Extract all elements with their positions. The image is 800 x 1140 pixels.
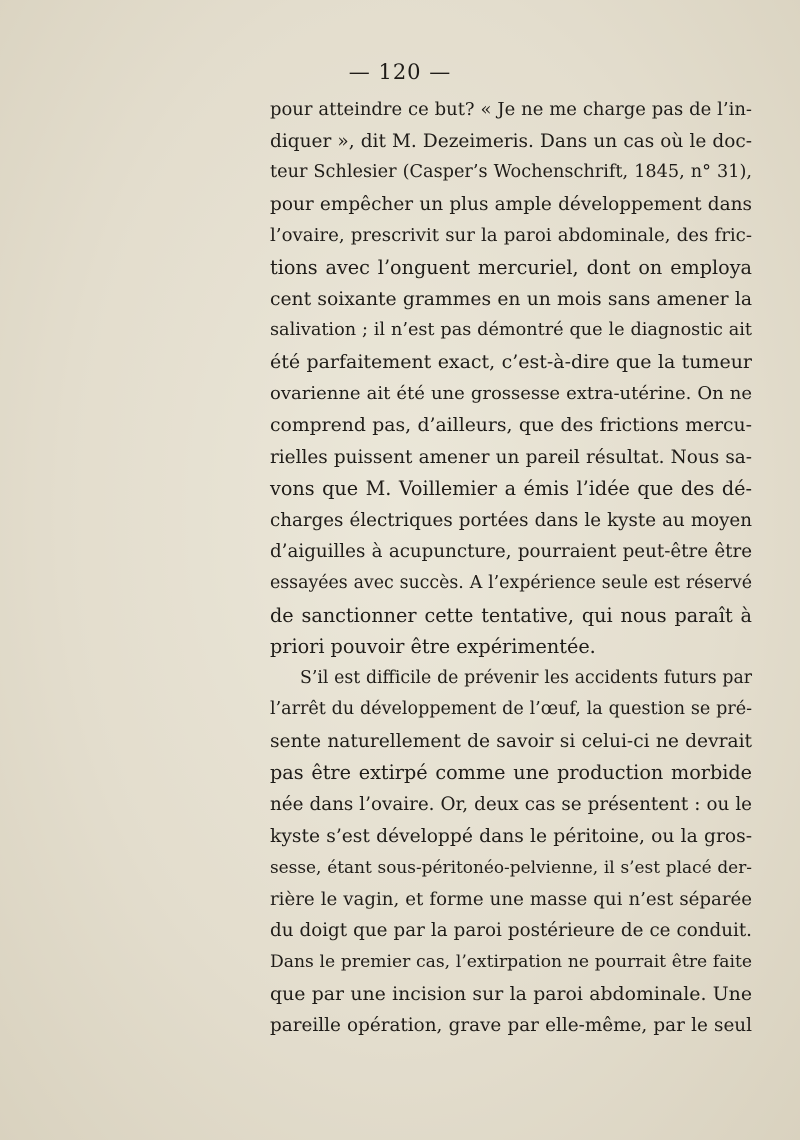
text-line: pas être extirpé comme une production morbide	[270, 761, 752, 785]
text-line: cent soixante grammes en un mois sans amener la	[270, 288, 752, 310]
text-line: d’aiguilles à acupuncture, pourraient peut-être être	[270, 541, 752, 563]
text-line: teur Schlesier (Casper’s Wochenschrift, 1845, n° 31),	[270, 162, 752, 183]
text-line: comprend pas, d’ailleurs, que des frictions mercu-	[270, 414, 752, 436]
text-line: Dans le premier cas, l’extirpation ne pourrait être faite	[270, 952, 752, 973]
text-line: tions avec l’onguent mercuriel, dont on employa	[270, 255, 752, 279]
text-line: pareille opération, grave par elle-même, par le seul	[270, 1015, 752, 1037]
page-number: — 120 —	[348, 60, 452, 84]
text-line: sente naturellement de savoir si celui-ci ne devrait	[270, 730, 752, 752]
text-line: été parfaitement exact, c’est-à-dire que la tumeur	[270, 350, 752, 373]
text-line: diquer », dit M. Dezeimeris. Dans un cas où le doc-	[270, 130, 752, 152]
text-line: du doigt que par la paroi postérieure de ce conduit.	[270, 920, 752, 942]
text-line: l’arrêt du développement de l’œuf, la question se pré-	[270, 699, 752, 720]
text-line: salivation ; il n’est pas démontré que le diagnostic ait	[270, 320, 752, 341]
text-line: charges électriques portées dans le kyste au moyen	[270, 509, 752, 531]
text-line: de sanctionner cette tentative, qui nous paraît à	[270, 603, 752, 627]
text-line: sesse, étant sous-péritonéo-pelvienne, il s’est placé der-	[270, 857, 752, 878]
text-line: ovarienne ait été une grossesse extra-utérine. On ne	[270, 383, 752, 405]
text-line: essayées avec succès. A l’expérience seule est réservé	[270, 572, 752, 593]
text-line: l’ovaire, prescrivit sur la paroi abdominale, des fric-	[270, 225, 752, 247]
text-line: que par une incision sur la paroi abdominale. Une	[270, 982, 752, 1005]
text-line: rière le vagin, et forme une masse qui n’est séparée	[270, 888, 752, 910]
text-line: kyste s’est développé dans le péritoine, ou la gros-	[270, 825, 752, 847]
text-line: vons que M. Voillemier a émis l’idée que des dé-	[270, 477, 752, 501]
text-line: priori pouvoir être expérimentée.	[270, 635, 596, 659]
text-line: pour empêcher un plus ample développement dans	[270, 193, 752, 215]
text-line: rielles puissent amener un pareil résultat. Nous sa-	[270, 446, 752, 468]
text-line: née dans l’ovaire. Or, deux cas se présentent : ou le	[270, 794, 752, 816]
text-line: S’il est difficile de prévenir les accidents futurs par	[300, 667, 752, 688]
body-text	[270, 94, 752, 1042]
paragraph	[270, 94, 752, 663]
text-line: pour atteindre ce but? « Je ne me charge pas de l’in-	[270, 99, 752, 120]
paragraph	[270, 663, 752, 1042]
